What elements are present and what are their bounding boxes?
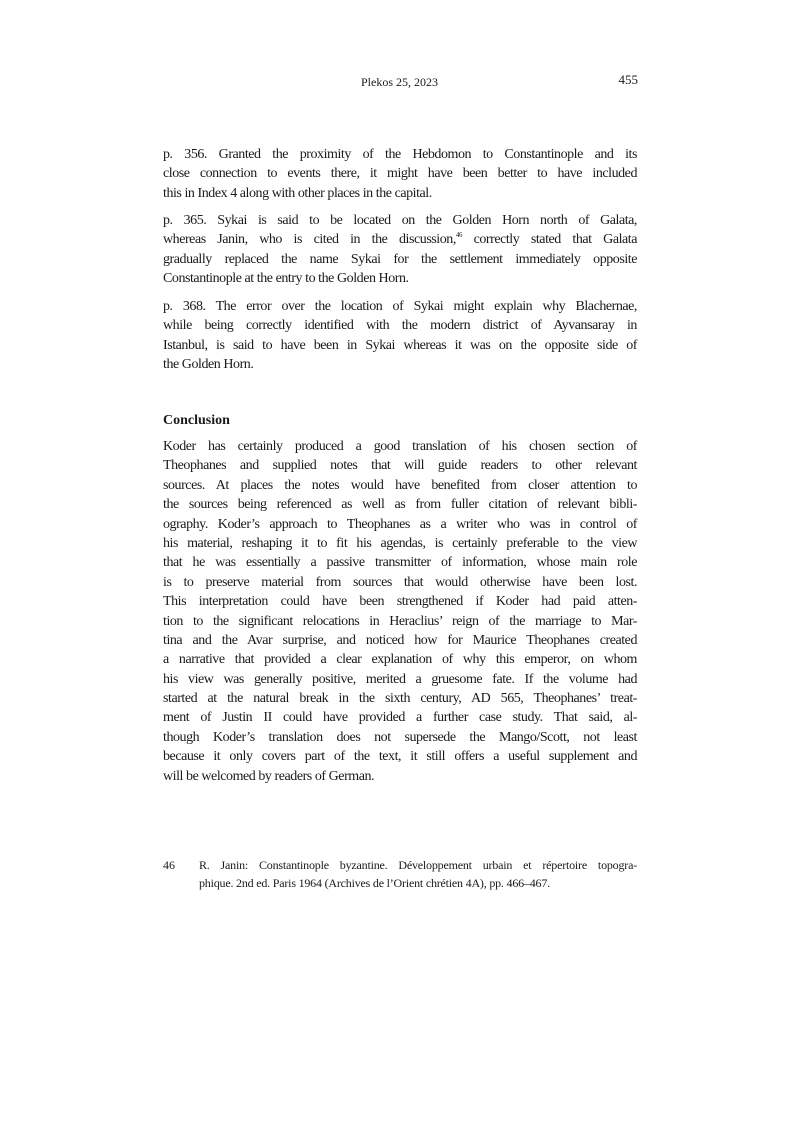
text-line: started at the natural break in the sixth century, AD 565, Theophanes’ treat- <box>163 691 637 707</box>
text-line: his material, reshaping it to fit his agendas, is certainly preferable to the view <box>163 535 637 551</box>
text-line: sources. At places the notes would have benefited from closer attention to <box>163 477 637 493</box>
page-number: 455 <box>618 72 638 87</box>
text-line: will be welcomed by readers of German. <box>163 768 375 784</box>
text-line: close connection to events there, it might have been better to have included <box>163 166 637 182</box>
text-segment: correctly stated that Galata <box>462 232 638 248</box>
text-line: Istanbul, is said to have been in Sykai whereas it was on the opposite side of <box>163 337 637 353</box>
paragraph-p368 <box>163 297 637 375</box>
text-line: the Golden Horn. <box>163 357 254 373</box>
text-line: that he was essentially a passive transmitter of information, whose main role <box>163 555 637 571</box>
text-line: while being correctly identified with the modern district of Ayvansaray in <box>163 318 637 334</box>
text-line: p. 356. Granted the proximity of the Hebdomon to Constantinople and its <box>163 147 637 162</box>
text-line: gradually replaced the name Sykai for the settlement immediately opposite <box>163 251 637 267</box>
text-line: Koder has certainly produced a good translation of his chosen section of <box>163 439 637 454</box>
footnote-ref[interactable]: 46 <box>455 231 463 240</box>
text-line: tion to the significant relocations in Heraclius’ reign of the marriage to Mar- <box>163 613 637 629</box>
conclusion-paragraph <box>163 437 637 786</box>
text-line: the sources being referenced as well as from fuller citation of relevant bibli- <box>163 497 637 513</box>
text-line: though Koder’s translation does not supersede the Mango/Scott, not least <box>163 729 637 745</box>
text-line: p. 365. Sykai is said to be located on the Golden Horn north of Galata, <box>163 213 637 228</box>
text-line: because it only covers part of the text, it still offers a useful supplement and <box>163 749 637 765</box>
paragraph-p365 <box>163 211 637 289</box>
text-line: This interpretation could have been strengthened if Koder had paid atten- <box>163 594 637 610</box>
text-line: Theophanes and supplied notes that will guide readers to other relevant <box>163 458 637 474</box>
text-line: Constantinople at the entry to the Golden Horn. <box>163 271 409 287</box>
text-line: is to preserve material from sources that would otherwise have been lost. <box>163 574 637 590</box>
footnote-line: R. Janin: Constantinople byzantine. Développement urbain et répertoire topogra- <box>199 858 637 872</box>
text-line: ment of Justin II could have provided a further case study. That said, al- <box>163 710 637 726</box>
footnote-text <box>199 856 637 892</box>
text-line: ography. Koder’s approach to Theophanes as a writer who was in control of <box>163 516 637 532</box>
text-segment: whereas Janin, who is cited in the discussion, <box>163 232 456 248</box>
text-line <box>163 230 637 249</box>
section-heading-conclusion: Conclusion <box>163 413 230 428</box>
footnote-number: 46 <box>163 858 175 872</box>
text-line: tina and the Avar surprise, and noticed how for Maurice Theophanes created <box>163 632 637 648</box>
running-header: Plekos 25, 2023 <box>360 75 438 89</box>
text-line: this in Index 4 along with other places in the capital. <box>163 185 432 201</box>
text-line: his view was generally positive, merited a gruesome fate. If the volume had <box>163 671 637 687</box>
footnote-line: phique. 2nd ed. Paris 1964 (Archives de l’Orient chrétien 4A), pp. 466–467. <box>199 876 550 890</box>
text-line: a narrative that provided a clear explanation of why this emperor, on whom <box>163 652 637 668</box>
text-line: p. 368. The error over the location of Sykai might explain why Blachernae, <box>163 299 637 314</box>
paragraph-p356 <box>163 145 637 203</box>
